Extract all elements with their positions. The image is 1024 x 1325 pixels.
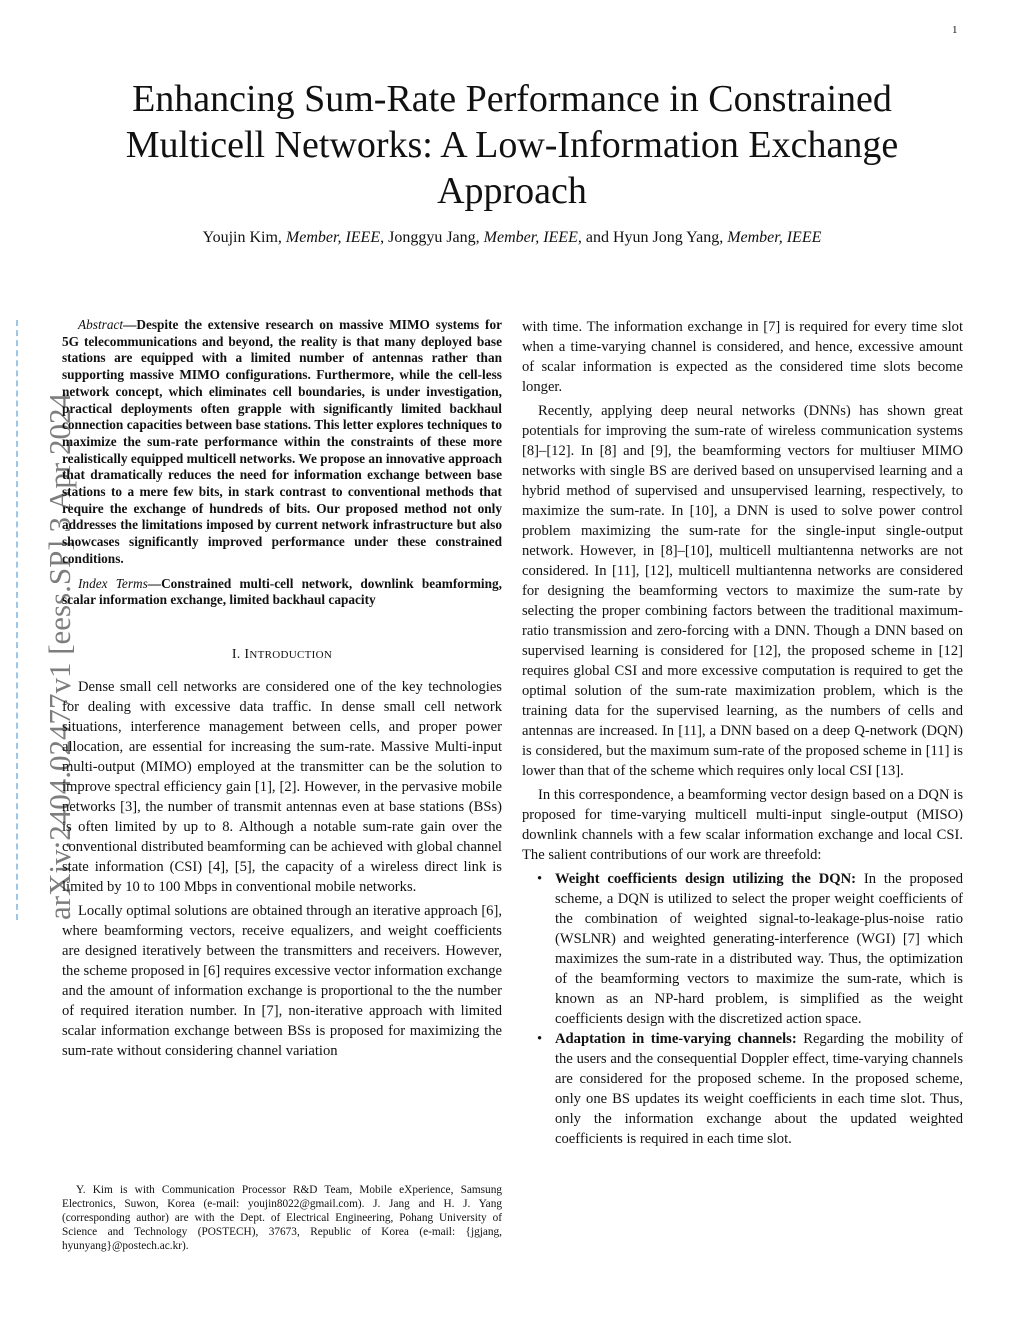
author-line [60,229,964,247]
list-item [522,869,963,1029]
author-3: , and Hyun Jong Yang, [577,229,724,246]
author-3-role: Member, IEEE [727,229,822,246]
right-column [522,317,963,1149]
contribution-2-head: Adaptation in time-varying channels: [555,1031,797,1047]
section-title-first: I [244,646,250,662]
index-terms-lead: Index Terms [78,575,148,591]
right-paragraph-1: with time. The information exchange in [7] is required for every time slot when a time-varying channel is considered, and hence, excessive amount of scalar information is expected as the considered time slots become longer. [522,319,963,395]
list-item [522,1029,963,1149]
right-paragraph-3: In this correspondence, a beamforming vector design based on a DQN is proposed for time-varying multicell multi-input single-output (MISO) downlink channels with a few scalar information exchange and local CSI. The salient contributions of our work are threefold: [522,787,963,863]
contributions-list [522,869,963,1149]
affiliation-footnote: Y. Kim is with Communication Processor R&D Team, Mobile eXperience, Samsung Electronics, Suwon, Korea (e-mail: youjin8022@gmail.com). J. Jang and H. J. Yang (corresponding author) are with the Dept. of Electrical Engineering, Pohang University of Science and Technology (POSTECH), 37673, Republic of Korea (e-mail: {jgjang, hyunyang}@postech.ac.kr). [62,1184,502,1252]
left-column [62,317,502,1065]
contribution-1-head: Weight coefficients design utilizing the DQN: [555,871,857,887]
right-paragraph-2: Recently, applying deep neural networks (DNNs) has shown great potentials for improving the sum-rate of wireless communication systems [8]–[12]. In [8] and [9], the beamforming vectors for multiuser MIMO networks with single BS are derived based on unsupervised learning and a hybrid method of supervised and unsupervised learning, respectively, to maximize the sum-rate. In [10], a DNN is used to solve power control problem maximizing the sum-rate for the single-input single-output network. However, in [8]–[10], multicell multiantenna networks are not considered. In [11], [12], multicell multiantenna networks are considered for designing the beamforming vectors to maximize the sum-rate by selecting the proper combining factors between the traditional maximum-ratio transmission and zero-forcing with a DNN. Though a DNN based on supervised learning is considered for [12], the proposed scheme in [12] requires global CSI and more excessive computation is required to get the optimal solution of the sum-rate maximization problem, which is the training data for the supervised learning, as the numbers of cells and antennas are increased. In [11], a DNN based on a deep Q-network (DQN) is considered, but the maximum sum-rate of the proposed scheme in [11] is lower than that of the scheme which requires only local CSI [13]. [522,403,963,779]
section-title-rest: NTRODUCTION [249,648,333,661]
contribution-2-text: Regarding the mobility of the users and the consequential Doppler effect, time-varying channels are considered for the proposed scheme. In the proposed scheme, only one BS updates its weight coefficients in each time slot. Thus, only the information exchange about the updated weighted coefficients is required in each time slot. [555,1031,963,1147]
paper-title: Enhancing Sum-Rate Performance in Constrained Multicell Networks: A Low-Information Exchange Approach [125,78,899,212]
abstract-text: —Despite the extensive research on massive MIMO systems for 5G telecommunications and beyond, the reality is that many deployed base stations are equipped with a limited number of antennas rather than supporting massive MIMO configurations. Furthermore, while the cell-less network concept, which eliminates cell boundaries, is under investigation, practical deployments often grapple with significantly limited backhaul connection capacities between base stations. This letter explores techniques to maximize the sum-rate performance within the constraints of these more realistically equipped multicell networks. We propose an innovative approach that dramatically reduces the need for information exchange between base stations to a mere few bits, in stark contrast to conventional methods that require the exchange of hundreds of bits. Our proposed method not only addresses the limitations imposed by current network infrastructure but also showcases significantly improved performance under these constrained conditions. [62,317,502,566]
intro-paragraph-1: Dense small cell networks are considered one of the key technologies for dealing with excessive data traffic. In dense small cell network situations, interference management between cells, and proper power allocation, are essential for increasing the sum-rate. Massive Multi-input multi-output (MIMO) employed at the transmitter can be the solution to improve spectral efficiency gain [1], [2]. However, in the pervasive mobile networks [3], the number of transmit antennas even at base stations (BSs) is often limited by up to 8. Although a notable sum-rate gain over the conventional distributed beamforming can be achieved with global channel state information (CSI) [4], [5], the capacity of a wireless direct link is limited by 10 to 100 Mbps in conventional mobile networks. [62,678,502,895]
author-2: , Jonggyu Jang, [380,229,480,246]
author-1-role: Member, IEEE [285,229,381,246]
page-number: 1 [952,24,958,36]
intro-paragraph-2: Locally optimal solutions are obtained through an iterative approach [6], where beamforming vectors, receive equalizers, and weight coefficients are designed iteratively between the transmitters and receivers. However, the scheme proposed in [6] requires excessive vector information exchange and the amount of information exchange is proportional to the the number of required iteration number. In [7], non-iterative approach with limited scalar information exchange between BSs is proposed for maximizing the sum-rate without considering channel variation [62,902,502,1059]
author-2-role: Member, IEEE [483,229,578,246]
arxiv-stamp: arXiv:2404.02477v1 [eess.SP] 3 Apr 2024 [42,393,77,920]
bullet-icon: • [537,1031,543,1047]
section-numeral: I. [231,646,241,662]
contribution-1-text: In the proposed scheme, a DQN is utilized to select the proper weight coefficients of the combination of weighted signal-to-leakage-plus-noise ratio (WSLNR) and weighted generating-interference (WGI) [7] which maximizes the sum-rate in a distributed way. Thus, the optimization of the beamforming vectors to maximize the sum-rate, which is known as an NP-hard problem, is simplified as the weight coefficients design with the discretized action space. [555,871,963,1027]
abstract [62,317,502,568]
index-terms [62,576,502,609]
index-terms-text: —Constrained multi-cell network, downlink beamforming, scalar information exchange, limited backhaul capacity [62,575,502,608]
bullet-icon: • [537,871,543,887]
abstract-lead: Abstract [78,317,124,332]
author-1: Youjin Kim, [202,229,282,246]
section-heading [62,645,502,665]
